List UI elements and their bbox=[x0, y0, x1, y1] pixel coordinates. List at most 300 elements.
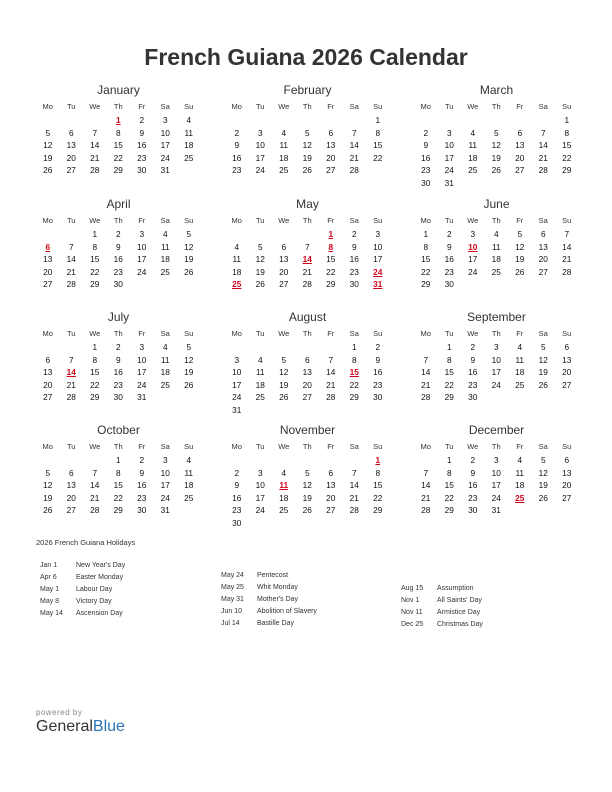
day-cell: 31 bbox=[160, 505, 170, 515]
day-cell: 13 bbox=[326, 480, 336, 490]
day-cell: 12 bbox=[515, 241, 525, 252]
empty-cell bbox=[343, 114, 367, 127]
holiday-name: New Year's Day bbox=[76, 562, 126, 569]
day-cell: 10 bbox=[160, 127, 170, 138]
holiday-date: Apr 6 bbox=[40, 574, 57, 581]
weekday-header: We bbox=[278, 102, 290, 111]
holiday-day: 14 bbox=[302, 254, 312, 264]
empty-cell bbox=[319, 114, 343, 127]
day-cell: 19 bbox=[43, 152, 53, 163]
month-october bbox=[36, 422, 201, 517]
empty-cell bbox=[461, 114, 485, 127]
holiday-name: Abolition of Slavery bbox=[257, 608, 317, 615]
day-cell: 4 bbox=[186, 115, 192, 125]
day-cell: 27 bbox=[515, 165, 525, 175]
day-cell: 16 bbox=[232, 492, 242, 503]
day-cell: 23 bbox=[468, 379, 478, 390]
day-cell: 28 bbox=[421, 505, 431, 515]
day-cell: 1 bbox=[92, 342, 98, 352]
day-cell: 1 bbox=[446, 342, 452, 352]
empty-cell bbox=[319, 454, 343, 467]
day-cell: 23 bbox=[113, 266, 123, 277]
holiday-date: Dec 25 bbox=[401, 621, 424, 628]
weekday-header: Su bbox=[373, 102, 383, 111]
day-cell: 27 bbox=[66, 505, 76, 515]
holiday-day: 25 bbox=[232, 279, 242, 289]
weekday-header: Fr bbox=[138, 102, 146, 111]
empty-cell bbox=[532, 114, 556, 127]
empty-cell bbox=[36, 228, 60, 241]
holiday-row bbox=[401, 607, 571, 619]
weekday-header: Tu bbox=[67, 329, 76, 338]
day-cell: 28 bbox=[421, 392, 431, 402]
day-cell: 21 bbox=[349, 492, 359, 503]
weekday-header: We bbox=[89, 102, 101, 111]
day-cell: 4 bbox=[162, 229, 168, 239]
holiday-name: Victory Day bbox=[76, 598, 112, 605]
month-name: February bbox=[283, 83, 332, 97]
day-cell: 18 bbox=[468, 152, 478, 163]
day-cell: 25 bbox=[468, 165, 478, 175]
day-cell: 24 bbox=[255, 165, 265, 175]
day-cell: 22 bbox=[373, 492, 383, 503]
day-cell: 29 bbox=[113, 505, 123, 515]
empty-cell bbox=[36, 341, 60, 354]
empty-cell bbox=[414, 454, 438, 467]
day-cell: 30 bbox=[468, 392, 478, 402]
day-cell: 4 bbox=[281, 467, 287, 478]
day-cell: 8 bbox=[115, 467, 121, 478]
day-cell: 5 bbox=[304, 467, 310, 478]
month-january bbox=[36, 82, 201, 177]
day-grid bbox=[36, 214, 201, 291]
day-cell: 7 bbox=[304, 241, 310, 252]
day-cell: 5 bbox=[186, 229, 192, 239]
day-cell: 2 bbox=[115, 342, 121, 352]
day-cell: 3 bbox=[493, 342, 499, 352]
weekday-header: Fr bbox=[516, 216, 524, 225]
holiday-column bbox=[401, 583, 571, 631]
holiday-row bbox=[221, 606, 391, 618]
holiday-row bbox=[401, 595, 571, 607]
day-cell: 13 bbox=[562, 467, 572, 478]
day-cell: 30 bbox=[113, 279, 123, 289]
month-february bbox=[225, 82, 390, 177]
day-cell: 4 bbox=[186, 455, 192, 465]
weekday-header: Th bbox=[302, 442, 312, 451]
weekday-header: We bbox=[278, 216, 290, 225]
day-cell: 8 bbox=[446, 467, 452, 478]
holiday-column bbox=[221, 570, 391, 630]
weekday-header: Su bbox=[562, 102, 572, 111]
weekday-header: Mo bbox=[42, 442, 53, 451]
day-cell: 16 bbox=[421, 152, 431, 163]
holiday-date: May 14 bbox=[40, 610, 63, 617]
day-cell: 23 bbox=[137, 492, 147, 503]
day-cell: 25 bbox=[515, 379, 525, 390]
day-cell: 11 bbox=[491, 241, 501, 252]
weekday-header: Th bbox=[113, 216, 123, 225]
day-cell: 15 bbox=[90, 367, 100, 377]
day-cell: 10 bbox=[255, 480, 265, 490]
day-cell: 7 bbox=[68, 241, 74, 252]
day-cell: 26 bbox=[43, 505, 53, 515]
day-cell: 25 bbox=[255, 392, 265, 402]
holiday-row bbox=[40, 560, 210, 572]
day-cell: 17 bbox=[491, 367, 501, 377]
day-cell: 8 bbox=[423, 241, 429, 252]
holiday-date: May 31 bbox=[221, 596, 244, 603]
day-cell: 18 bbox=[515, 480, 525, 490]
month-name: January bbox=[97, 83, 140, 97]
day-cell: 23 bbox=[232, 165, 242, 175]
day-cell: 3 bbox=[257, 127, 263, 138]
day-cell: 10 bbox=[491, 354, 501, 365]
day-cell: 6 bbox=[304, 354, 310, 365]
day-cell: 6 bbox=[564, 342, 570, 352]
day-cell: 22 bbox=[113, 492, 123, 503]
day-cell: 24 bbox=[255, 505, 265, 515]
empty-cell bbox=[296, 454, 320, 467]
holiday-row bbox=[221, 582, 391, 594]
day-cell: 9 bbox=[234, 480, 240, 490]
day-cell: 28 bbox=[562, 266, 572, 277]
empty-cell bbox=[83, 114, 107, 127]
day-cell: 22 bbox=[444, 492, 454, 503]
day-cell: 26 bbox=[515, 266, 525, 277]
day-cell: 27 bbox=[326, 165, 336, 175]
day-cell: 21 bbox=[326, 379, 336, 390]
day-cell: 20 bbox=[43, 266, 53, 277]
holiday-day: 25 bbox=[515, 492, 525, 503]
day-cell: 31 bbox=[160, 165, 170, 175]
day-cell: 16 bbox=[232, 152, 242, 163]
holiday-day: 8 bbox=[328, 241, 334, 252]
day-cell: 7 bbox=[92, 467, 98, 478]
month-april bbox=[36, 196, 201, 291]
day-cell: 20 bbox=[43, 379, 53, 390]
empty-cell bbox=[249, 228, 273, 241]
day-cell: 27 bbox=[538, 266, 548, 277]
day-cell: 9 bbox=[375, 354, 381, 365]
day-cell: 19 bbox=[279, 379, 289, 390]
day-cell: 26 bbox=[302, 165, 312, 175]
day-cell: 11 bbox=[160, 241, 170, 252]
day-cell: 30 bbox=[444, 279, 454, 289]
day-cell: 22 bbox=[373, 152, 383, 163]
holiday-day: 24 bbox=[373, 266, 383, 277]
holiday-name: Assumption bbox=[437, 585, 474, 592]
weekday-header: Su bbox=[373, 329, 383, 338]
weekday-header: Th bbox=[491, 102, 501, 111]
day-cell: 20 bbox=[66, 492, 76, 503]
day-cell: 24 bbox=[491, 492, 501, 503]
day-cell: 17 bbox=[255, 152, 265, 163]
weekday-header: We bbox=[278, 329, 290, 338]
day-cell: 14 bbox=[538, 140, 548, 150]
day-cell: 18 bbox=[491, 254, 501, 264]
weekday-header: Sa bbox=[349, 216, 359, 225]
day-cell: 9 bbox=[139, 467, 145, 478]
day-cell: 29 bbox=[90, 392, 100, 402]
empty-cell bbox=[319, 341, 343, 354]
weekday-header: Su bbox=[184, 102, 194, 111]
day-cell: 11 bbox=[515, 354, 525, 365]
weekday-header: Sa bbox=[538, 329, 548, 338]
day-cell: 23 bbox=[373, 379, 383, 390]
weekday-header: Fr bbox=[516, 102, 524, 111]
weekday-header: Mo bbox=[420, 102, 431, 111]
day-cell: 20 bbox=[538, 254, 548, 264]
day-cell: 1 bbox=[92, 229, 98, 239]
day-cell: 8 bbox=[375, 127, 381, 138]
day-cell: 29 bbox=[113, 165, 123, 175]
holiday-date: May 1 bbox=[40, 586, 60, 593]
day-cell: 16 bbox=[113, 254, 123, 264]
weekday-header: Tu bbox=[67, 216, 76, 225]
day-cell: 8 bbox=[375, 467, 381, 478]
day-cell: 6 bbox=[68, 127, 74, 138]
day-cell: 12 bbox=[302, 480, 312, 490]
day-grid bbox=[225, 100, 390, 177]
day-cell: 16 bbox=[349, 254, 359, 264]
day-cell: 24 bbox=[232, 392, 242, 402]
day-cell: 20 bbox=[562, 480, 572, 490]
empty-cell bbox=[272, 341, 296, 354]
day-cell: 11 bbox=[515, 467, 525, 478]
weekday-header: Fr bbox=[327, 329, 335, 338]
day-cell: 21 bbox=[66, 379, 76, 390]
day-cell: 18 bbox=[160, 367, 170, 377]
day-cell: 11 bbox=[468, 140, 478, 150]
holiday-name: All Saints' Day bbox=[437, 597, 482, 604]
day-cell: 29 bbox=[444, 392, 454, 402]
empty-cell bbox=[508, 114, 532, 127]
day-cell: 20 bbox=[326, 492, 336, 503]
day-cell: 13 bbox=[43, 254, 53, 264]
day-cell: 4 bbox=[162, 342, 168, 352]
day-cell: 13 bbox=[326, 140, 336, 150]
day-cell: 18 bbox=[515, 367, 525, 377]
day-cell: 3 bbox=[446, 127, 452, 138]
empty-cell bbox=[272, 228, 296, 241]
day-cell: 30 bbox=[113, 392, 123, 402]
weekday-header: Su bbox=[184, 329, 194, 338]
day-cell: 27 bbox=[562, 492, 572, 503]
month-may bbox=[225, 196, 390, 291]
month-name: October bbox=[97, 423, 140, 437]
day-cell: 26 bbox=[43, 165, 53, 175]
day-cell: 3 bbox=[375, 229, 381, 239]
weekday-header: Mo bbox=[420, 442, 431, 451]
weekday-header: Su bbox=[562, 329, 572, 338]
holiday-date: Jun 10 bbox=[221, 608, 243, 615]
day-cell: 30 bbox=[373, 392, 383, 402]
day-cell: 23 bbox=[349, 266, 359, 277]
day-cell: 18 bbox=[279, 492, 289, 503]
day-cell: 31 bbox=[444, 177, 454, 188]
day-cell: 10 bbox=[255, 140, 265, 150]
weekday-header: Tu bbox=[256, 329, 265, 338]
day-cell: 7 bbox=[540, 127, 546, 138]
day-cell: 6 bbox=[564, 455, 570, 465]
day-grid bbox=[414, 440, 579, 517]
day-grid bbox=[225, 327, 390, 416]
weekday-header: Su bbox=[184, 216, 194, 225]
day-cell: 3 bbox=[139, 229, 145, 239]
holiday-date: May 8 bbox=[40, 598, 60, 605]
day-cell: 2 bbox=[139, 115, 145, 125]
holiday-date: May 24 bbox=[221, 572, 244, 579]
day-cell: 10 bbox=[137, 241, 147, 252]
day-cell: 29 bbox=[349, 392, 359, 402]
holiday-day: 1 bbox=[328, 229, 334, 239]
day-cell: 24 bbox=[491, 379, 501, 390]
day-cell: 8 bbox=[351, 354, 357, 365]
day-cell: 26 bbox=[302, 505, 312, 515]
day-cell: 17 bbox=[137, 367, 147, 377]
day-cell: 5 bbox=[45, 127, 51, 138]
month-march bbox=[414, 82, 579, 189]
day-cell: 25 bbox=[160, 379, 170, 390]
day-cell: 20 bbox=[66, 152, 76, 163]
day-grid bbox=[414, 100, 579, 189]
holiday-name: Labour Day bbox=[76, 586, 113, 593]
weekday-header: Su bbox=[562, 442, 572, 451]
day-cell: 2 bbox=[470, 455, 476, 465]
brand-name bbox=[36, 718, 125, 736]
weekday-header: Mo bbox=[42, 329, 53, 338]
weekday-header: Su bbox=[373, 442, 383, 451]
day-cell: 8 bbox=[446, 354, 452, 365]
day-cell: 4 bbox=[493, 229, 499, 239]
weekday-header: Fr bbox=[516, 329, 524, 338]
day-cell: 9 bbox=[470, 467, 476, 478]
day-cell: 4 bbox=[234, 241, 240, 252]
weekday-header: Sa bbox=[160, 442, 170, 451]
day-cell: 13 bbox=[515, 140, 525, 150]
month-name: September bbox=[467, 310, 526, 324]
day-cell: 12 bbox=[491, 140, 501, 150]
day-cell: 21 bbox=[349, 152, 359, 163]
day-cell: 22 bbox=[90, 266, 100, 277]
day-cell: 23 bbox=[444, 266, 454, 277]
day-cell: 1 bbox=[446, 455, 452, 465]
day-cell: 24 bbox=[444, 165, 454, 175]
day-cell: 24 bbox=[137, 266, 147, 277]
weekday-header: Sa bbox=[349, 329, 359, 338]
day-cell: 18 bbox=[184, 140, 194, 150]
holiday-row bbox=[401, 583, 571, 595]
holiday-row bbox=[221, 594, 391, 606]
holiday-day: 11 bbox=[279, 480, 289, 490]
weekday-header: Fr bbox=[138, 442, 146, 451]
weekday-header: Sa bbox=[160, 329, 170, 338]
day-cell: 21 bbox=[421, 379, 431, 390]
day-cell: 18 bbox=[279, 152, 289, 163]
day-grid bbox=[225, 214, 390, 291]
day-cell: 25 bbox=[160, 266, 170, 277]
empty-cell bbox=[249, 341, 273, 354]
day-cell: 10 bbox=[160, 467, 170, 478]
weekday-header: Fr bbox=[327, 442, 335, 451]
weekday-header: Fr bbox=[327, 102, 335, 111]
day-cell: 12 bbox=[43, 480, 53, 490]
weekday-header: Su bbox=[373, 216, 383, 225]
day-cell: 19 bbox=[515, 254, 525, 264]
day-cell: 3 bbox=[234, 354, 240, 365]
day-cell: 3 bbox=[162, 455, 168, 465]
day-cell: 17 bbox=[232, 379, 242, 390]
month-name: August bbox=[288, 310, 327, 324]
holiday-row bbox=[40, 596, 210, 608]
empty-cell bbox=[414, 341, 438, 354]
weekday-header: We bbox=[467, 442, 479, 451]
day-cell: 12 bbox=[538, 354, 548, 365]
day-cell: 20 bbox=[279, 266, 289, 277]
day-cell: 15 bbox=[373, 140, 383, 150]
day-cell: 27 bbox=[66, 165, 76, 175]
day-cell: 3 bbox=[139, 342, 145, 352]
day-cell: 9 bbox=[446, 241, 452, 252]
holiday-date: Aug 15 bbox=[401, 585, 424, 592]
weekday-header: Tu bbox=[256, 442, 265, 451]
holiday-row bbox=[221, 570, 391, 582]
day-cell: 4 bbox=[257, 354, 263, 365]
day-cell: 26 bbox=[255, 279, 265, 289]
day-cell: 24 bbox=[468, 266, 478, 277]
day-cell: 13 bbox=[302, 367, 312, 377]
day-cell: 28 bbox=[326, 392, 336, 402]
day-cell: 12 bbox=[43, 140, 53, 150]
day-cell: 23 bbox=[137, 152, 147, 163]
holiday-row bbox=[40, 584, 210, 596]
day-cell: 28 bbox=[66, 279, 76, 289]
day-cell: 16 bbox=[444, 254, 454, 264]
weekday-header: Sa bbox=[349, 102, 359, 111]
holiday-name: Christmas Day bbox=[437, 621, 483, 628]
holiday-column bbox=[40, 560, 210, 620]
holiday-day: 1 bbox=[115, 115, 121, 125]
day-cell: 11 bbox=[232, 254, 242, 264]
weekday-header: We bbox=[89, 216, 101, 225]
day-cell: 5 bbox=[517, 229, 523, 239]
day-cell: 28 bbox=[90, 505, 100, 515]
day-cell: 19 bbox=[184, 254, 194, 264]
day-cell: 10 bbox=[444, 140, 454, 150]
brand-general: General bbox=[36, 718, 93, 735]
weekday-header: Tu bbox=[67, 442, 76, 451]
day-cell: 30 bbox=[232, 517, 242, 528]
day-cell: 27 bbox=[43, 279, 53, 289]
weekday-header: Th bbox=[113, 102, 123, 111]
day-cell: 26 bbox=[538, 492, 548, 503]
empty-cell bbox=[225, 114, 249, 127]
weekday-header: We bbox=[89, 442, 101, 451]
day-cell: 20 bbox=[302, 379, 312, 390]
day-cell: 22 bbox=[90, 379, 100, 390]
day-cell: 22 bbox=[421, 266, 431, 277]
day-cell: 13 bbox=[562, 354, 572, 365]
day-cell: 17 bbox=[255, 492, 265, 503]
month-november bbox=[225, 422, 390, 529]
month-december bbox=[414, 422, 579, 517]
weekday-header: Th bbox=[302, 329, 312, 338]
day-cell: 28 bbox=[349, 505, 359, 515]
weekday-header: Mo bbox=[231, 216, 242, 225]
day-grid bbox=[225, 440, 390, 529]
day-cell: 11 bbox=[184, 467, 194, 478]
